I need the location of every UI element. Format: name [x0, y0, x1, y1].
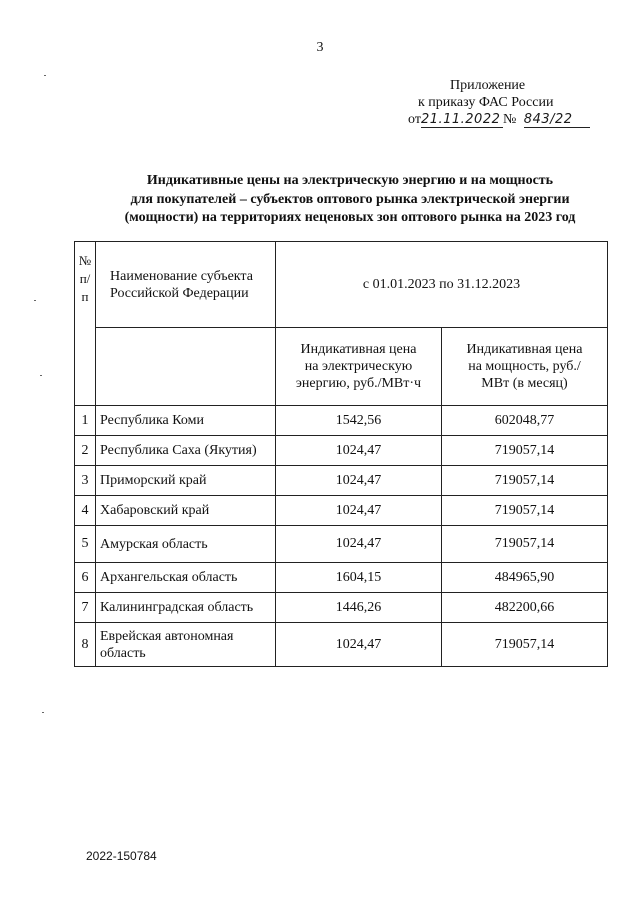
- page-number: 3: [316, 40, 324, 55]
- row-capacity-price: 484965,90: [442, 563, 608, 593]
- row-region-name: Республика Саха (Якутия): [96, 436, 276, 466]
- row-energy-price: 1024,47: [276, 496, 442, 526]
- row-capacity-price: 719057,14: [442, 436, 608, 466]
- row-energy-price: 1024,47: [276, 526, 442, 563]
- row-number: 8: [75, 623, 96, 667]
- header-energy-price: Индикативная цена на электрическую энергию, руб./МВт·ч: [276, 328, 442, 406]
- row-energy-price: 1604,15: [276, 563, 442, 593]
- row-number: 4: [75, 496, 96, 526]
- row-number: 6: [75, 563, 96, 593]
- row-region-name: Республика Коми: [96, 406, 276, 436]
- table-row: [75, 436, 608, 466]
- row-capacity-price: 482200,66: [442, 593, 608, 623]
- table-subheader-row: [75, 328, 608, 406]
- document-title: [60, 172, 640, 228]
- row-capacity-price: 602048,77: [442, 406, 608, 436]
- annex-block: [408, 77, 598, 128]
- table-row: [75, 563, 608, 593]
- header-period: с 01.01.2023 по 31.12.2023: [276, 242, 608, 328]
- table-row: [75, 466, 608, 496]
- row-capacity-price: 719057,14: [442, 526, 608, 563]
- title-line-3: (мощности) на территориях неценовых зон оптового рынка на 2023 год: [124, 210, 576, 225]
- row-number: 2: [75, 436, 96, 466]
- row-number: 7: [75, 593, 96, 623]
- row-region-name: Приморский край: [96, 466, 276, 496]
- row-energy-price: 1024,47: [276, 623, 442, 667]
- header-capacity-price: Индикативная цена на мощность, руб./МВт (в месяц): [442, 328, 608, 406]
- annex-date-number-line: [408, 111, 598, 128]
- title-line-1: Индикативные цены на электрическую энергию и на мощность: [146, 173, 554, 188]
- scan-speck: [44, 75, 46, 76]
- row-region-name: Архангельская область: [96, 563, 276, 593]
- row-region-name: Хабаровский край: [96, 496, 276, 526]
- header-region-name: Наименование субъекта Российской Федерации: [96, 242, 276, 328]
- header-empty-cell: [96, 328, 276, 406]
- document-code: 2022-150784: [86, 849, 157, 863]
- annex-title: Приложение: [450, 78, 526, 93]
- table-row: [75, 593, 608, 623]
- row-region-name: Амурская область: [96, 526, 276, 563]
- table-row: [75, 406, 608, 436]
- header-number: № п/ п: [75, 242, 96, 406]
- row-capacity-price: 719057,14: [442, 623, 608, 667]
- scan-speck: [40, 375, 42, 376]
- table-row: [75, 526, 608, 563]
- table-row: [75, 623, 608, 667]
- row-energy-price: 1024,47: [276, 466, 442, 496]
- title-line-2: для покупателей – субъектов оптового рынка электрической энергии: [130, 191, 570, 207]
- row-number: 3: [75, 466, 96, 496]
- row-energy-price: 1024,47: [276, 436, 442, 466]
- table-row: [75, 496, 608, 526]
- row-region-name: Калининградская область: [96, 593, 276, 623]
- annex-from-label: от: [408, 112, 421, 127]
- row-region-name: Еврейская автономная область: [96, 623, 276, 667]
- scan-speck: [42, 712, 44, 713]
- annex-order-reference: к приказу ФАС России: [418, 95, 554, 110]
- annex-handwritten-number: 843/22: [524, 113, 590, 128]
- table-header-row: [75, 242, 608, 328]
- annex-handwritten-date: 21.11.2022: [421, 113, 503, 128]
- row-energy-price: 1446,26: [276, 593, 442, 623]
- annex-number-sign: №: [502, 112, 517, 127]
- row-capacity-price: 719057,14: [442, 466, 608, 496]
- row-capacity-price: 719057,14: [442, 496, 608, 526]
- row-number: 1: [75, 406, 96, 436]
- row-energy-price: 1542,56: [276, 406, 442, 436]
- prices-table: [74, 241, 608, 667]
- row-number: 5: [75, 526, 96, 563]
- scan-speck: [34, 300, 36, 301]
